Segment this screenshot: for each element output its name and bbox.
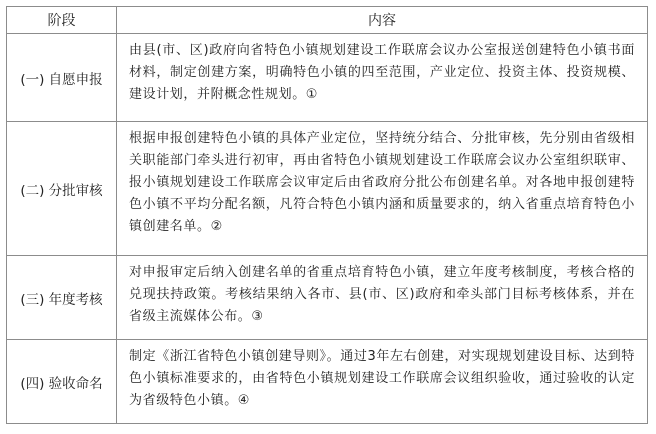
- content-cell: 根据申报创建特色小镇的具体产业定位，坚持统分结合、分批审核，先分别由省级相关职能部门牵头进行初审，再由省特色小镇规划建设工作联席会议办公室组织联审、报小镇规划建设工作联席会议审定后由省政府分批公布创建名单。对各地申报创建特色小镇不平均分配名额，凡符合特色小镇内涵和质量要求的，纳入省重点培育特色小镇创建名单。②: [117, 122, 648, 256]
- table-row: [7, 122, 648, 256]
- content-cell: 由县(市、区)政府向省特色小镇规划建设工作联席会议办公室报送创建特色小镇书面材料，制定创建方案，明确特色小镇的四至范围，产业定位、投资主体、投资规模、建设计划，并附概念性规划。①: [117, 34, 648, 122]
- header-content: 内容: [117, 7, 648, 34]
- stage-cell: (二) 分批审核: [7, 122, 117, 256]
- stages-table: [6, 6, 648, 424]
- content-cell: 对申报审定后纳入创建名单的省重点培育特色小镇，建立年度考核制度，考核合格的兑现扶持政策。考核结果纳入各市、县(市、区)政府和牵头部门目标考核体系，并在省级主流媒体公布。③: [117, 256, 648, 340]
- table-row: [7, 340, 648, 424]
- header-stage: 阶段: [7, 7, 117, 34]
- stage-cell: (四) 验收命名: [7, 340, 117, 424]
- table-header-row: [7, 7, 648, 34]
- content-cell: 制定《浙江省特色小镇创建导则》。通过3年左右创建，对实现规划建设目标、达到特色小镇标准要求的，由省特色小镇规划建设工作联席会议组织验收，通过验收的认定为省级特色小镇。④: [117, 340, 648, 424]
- stage-cell: (三) 年度考核: [7, 256, 117, 340]
- stage-cell: (一) 自愿申报: [7, 34, 117, 122]
- table-row: [7, 256, 648, 340]
- table-row: [7, 34, 648, 122]
